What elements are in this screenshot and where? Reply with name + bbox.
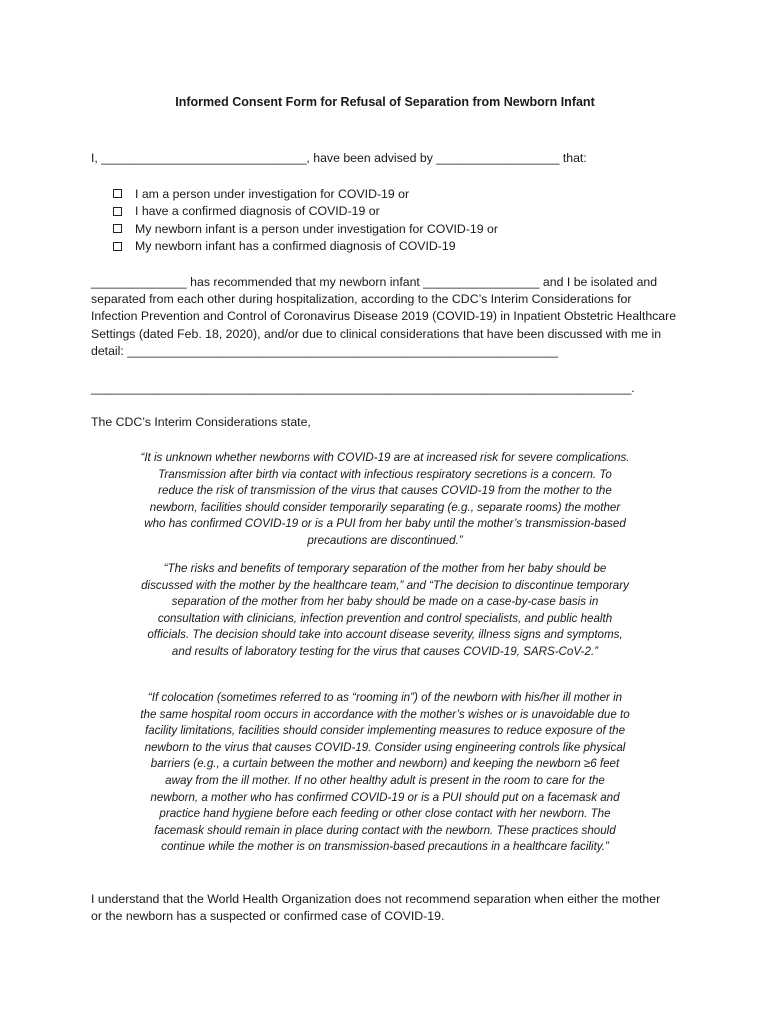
cdc-quote-1: “It is unknown whether newborns with COVID-19 are at increased risk for severe complications. Transmission after birth via contact with infectious respiratory secretions is a concern. To reduce the risk of transmission of the virus that causes COVID-19 from the mother to the newborn, facilities should consider temporarily separating (e.g., separate rooms) the mother who has confirmed COVID-19 or is a PUI from her baby until the mother’s transmission-based precautions are discontinued.” [140, 451, 630, 547]
advised-by-line: I, ______________________________, have been advised by __________________ that: [91, 151, 587, 165]
checkbox-label: My newborn infant is a person under investigation for COVID-19 or [135, 221, 498, 236]
cdc-quote-3: “If colocation (sometimes referred to as “rooming in”) of the newborn with his/her ill mother in the same hospital room occurs in accordance with the mother’s wishes or is unavoidable due to facility limitations, facilities should consider implementing measures to reduce exposure of the newborn to the virus that causes COVID-19. Consider using engineering controls like physical barriers (e.g., a curtain between the mother and newborn) and keeping the newborn ≥6 feet away from the ill mother. If no other healthy adult is present in the room to care for the newborn, a mother who has confirmed COVID-19 or is a PUI should put on a facemask and practice hand hygiene before each feeding or other close contact with her newborn. The facemask should remain in place during contact with the newborn. These practices should continue while the mother is on transmission-based precautions in a healthcare facility.” [140, 691, 630, 854]
document-title: Informed Consent Form for Refusal of Separation from Newborn Infant [175, 95, 595, 109]
checkbox-item[interactable] [113, 220, 498, 238]
checkbox-item[interactable] [113, 203, 498, 221]
checkbox-item[interactable] [113, 185, 498, 203]
checkbox-icon[interactable] [113, 207, 122, 216]
checkbox-label: I have a confirmed diagnosis of COVID-19 or [135, 204, 380, 219]
cdc-intro: The CDC’s Interim Considerations state, [91, 415, 311, 429]
checkbox-label: I am a person under investigation for COVID-19 or [135, 186, 410, 201]
checkbox-item[interactable] [113, 238, 498, 256]
cdc-quote-2: “The risks and benefits of temporary separation of the mother from her baby should be discussed with the mother by the healthcare team,” and “The decision to discontinue temporary separation of the mother from her baby should be made on a case-by-case basis in consultation with clinicians, infection prevention and control specialists, and public health officials. The decision should take into account disease severity, illness signs and symptoms, and results of laboratory testing for the virus that causes COVID-19, SARS-CoV-2.” [141, 562, 629, 658]
checkbox-list [113, 185, 498, 255]
checkbox-icon[interactable] [113, 242, 122, 251]
checkbox-icon[interactable] [113, 189, 122, 198]
checkbox-label: My newborn infant has a confirmed diagnosis of COVID-19 [135, 239, 456, 254]
who-paragraph: I understand that the World Health Organization does not recommend separation when either the mother or the newborn has a suspected or confirmed case of COVID-19. [91, 892, 661, 924]
recommendation-paragraph: ______________ has recommended that my newborn infant _________________ and I be isolated and separated from each other during hospitalization, according to the CDC’s Interim Considerations for Infection Prevention and Control of Coronavirus Disease 2019 (COVID-19) in Inpatient Obstetric Healthcare Settings (dated Feb. 18, 2020), and/or due to clinical considerations that have been discussed with me in detail: _______________________________________________________________ [91, 275, 677, 358]
checkbox-icon[interactable] [113, 224, 122, 233]
detail-blank-line: _______________________________________________________________________________. [91, 381, 635, 395]
